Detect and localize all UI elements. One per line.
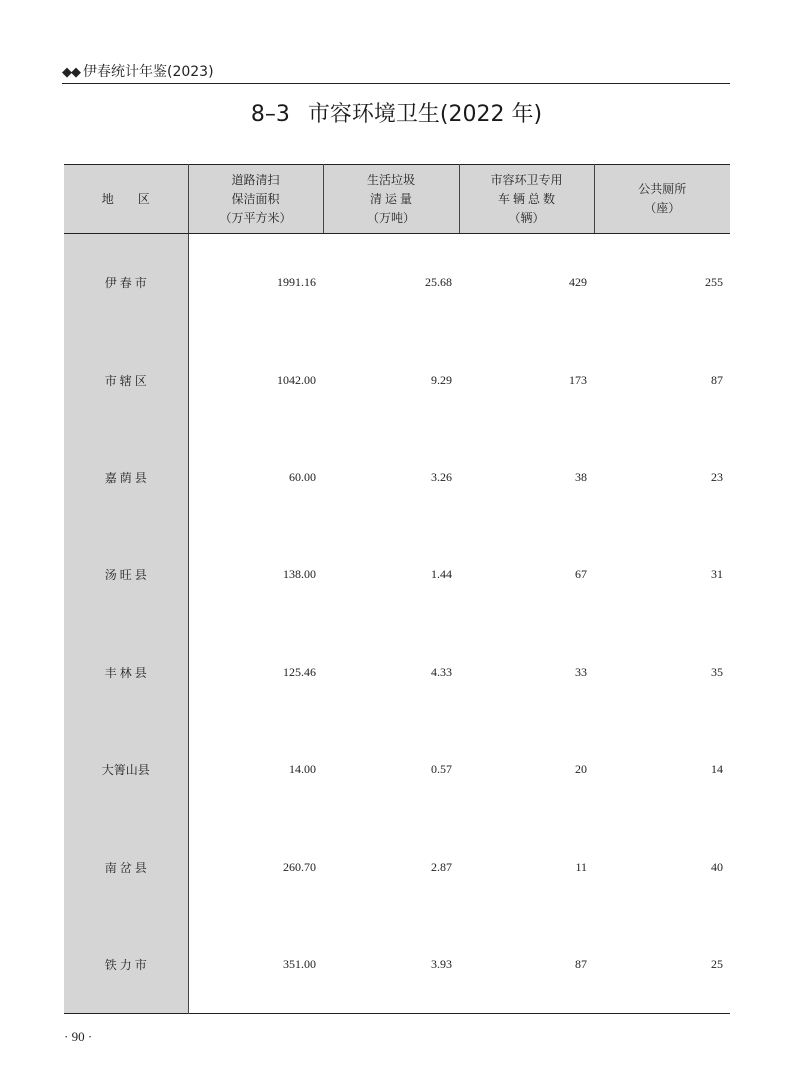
- cell-sanitation-vehicles: 11: [575, 859, 587, 874]
- table-row: [64, 818, 730, 915]
- table-row: [64, 916, 730, 1014]
- diamond-icon: ◆◆: [62, 65, 80, 80]
- column-header-line: 市容环卫专用: [490, 172, 563, 187]
- column-header-line: 道路清扫: [231, 172, 280, 187]
- column-header-road-cleaning-area: [188, 165, 323, 234]
- cell-public-toilets: 255: [705, 275, 723, 290]
- cell-garbage-volume: 25.68: [425, 275, 452, 290]
- column-header-region: [64, 165, 188, 234]
- cell-garbage-volume: 4.33: [431, 664, 452, 679]
- cell-public-toilets: 31: [711, 567, 723, 582]
- column-header-line: 清 运 量: [369, 191, 412, 206]
- cell-garbage-volume: 3.93: [431, 956, 452, 971]
- cell-garbage-volume: 2.87: [431, 859, 452, 874]
- cell-sanitation-vehicles: 67: [575, 567, 587, 582]
- cell-road-cleaning-area: 1042.00: [277, 372, 316, 387]
- table-row: [64, 526, 730, 623]
- cell-region: 铁 力 市: [64, 916, 188, 1014]
- table-row: [64, 429, 730, 526]
- column-header-line: （万平方米）: [219, 210, 292, 225]
- cell-road-cleaning-area: 125.46: [283, 664, 316, 679]
- cell-public-toilets: 23: [711, 469, 723, 484]
- cell-sanitation-vehicles: 20: [575, 762, 587, 777]
- cell-region: 伊 春 市: [64, 234, 188, 332]
- cell-public-toilets: 14: [711, 762, 723, 777]
- table-row: [64, 234, 730, 332]
- cell-road-cleaning-area: 1991.16: [277, 275, 316, 290]
- column-header-line: 车 辆 总 数: [497, 191, 555, 206]
- column-header-line: 保洁面积: [231, 191, 280, 206]
- column-header-line: 公共厕所: [638, 182, 687, 196]
- column-header-line: 生活垃圾: [366, 172, 415, 187]
- cell-region: 丰 林 县: [64, 624, 188, 721]
- cell-garbage-volume: 9.29: [431, 372, 452, 387]
- cell-region: 市 辖 区: [64, 331, 188, 428]
- cell-public-toilets: 25: [711, 956, 723, 971]
- table-row: [64, 624, 730, 721]
- cell-public-toilets: 40: [711, 859, 723, 874]
- table-title: 市容环境卫生(2022 年): [307, 102, 543, 127]
- cell-region: 南 岔 县: [64, 818, 188, 915]
- cell-sanitation-vehicles: 33: [575, 664, 587, 679]
- page-title: [0, 100, 793, 130]
- page-number: · 90 ·: [64, 1029, 93, 1044]
- column-header-line: （辆）: [508, 210, 545, 225]
- cell-region: 汤 旺 县: [64, 526, 188, 623]
- cell-sanitation-vehicles: 87: [575, 956, 587, 971]
- data-table: [64, 164, 730, 1014]
- cell-road-cleaning-area: 60.00: [289, 469, 316, 484]
- cell-road-cleaning-area: 351.00: [283, 956, 316, 971]
- column-header-line: （万吨）: [366, 210, 415, 225]
- cell-road-cleaning-area: 138.00: [283, 567, 316, 582]
- table-body: [64, 234, 730, 1014]
- column-header-line: （座）: [644, 201, 681, 215]
- column-header-garbage-volume: [323, 165, 459, 234]
- cell-road-cleaning-area: 14.00: [289, 762, 316, 777]
- cell-public-toilets: 87: [711, 372, 723, 387]
- cell-region: 嘉 荫 县: [64, 429, 188, 526]
- header-row: [64, 165, 730, 234]
- cell-garbage-volume: 1.44: [431, 567, 452, 582]
- cell-garbage-volume: 0.57: [431, 762, 452, 777]
- cell-region: 大箐山县: [64, 721, 188, 818]
- table-head: [64, 165, 730, 234]
- table-number: 8–3: [250, 102, 290, 127]
- yearbook-title: 伊春统计年鉴(2023): [83, 64, 214, 80]
- cell-sanitation-vehicles: 429: [569, 275, 587, 290]
- cell-sanitation-vehicles: 173: [569, 372, 587, 387]
- cell-garbage-volume: 3.26: [431, 469, 452, 484]
- cell-sanitation-vehicles: 38: [575, 469, 587, 484]
- column-header-sanitation-vehicles: [459, 165, 594, 234]
- table-row: [64, 331, 730, 428]
- header-rule: [62, 83, 730, 84]
- column-header-public-toilets: [594, 165, 730, 234]
- table-row: [64, 721, 730, 818]
- cell-public-toilets: 35: [711, 664, 723, 679]
- cell-road-cleaning-area: 260.70: [283, 859, 316, 874]
- column-header-line: 地 区: [101, 191, 150, 206]
- running-header: [62, 62, 214, 82]
